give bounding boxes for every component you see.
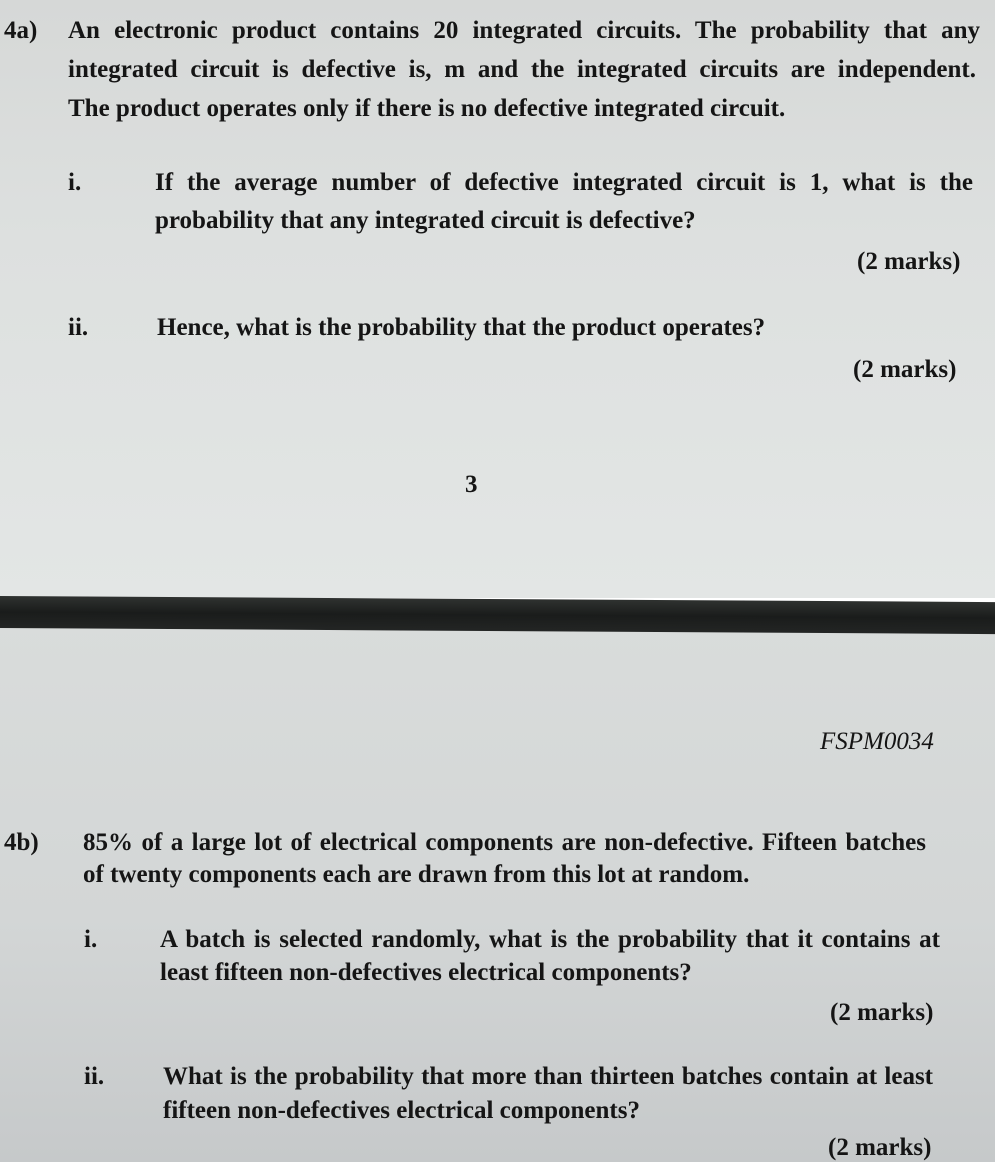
- question-4b-part-i-label: i.: [84, 926, 98, 953]
- question-4b-stem-line-1: 85% of a large lot of electrical components are non-defective. Fifteen batches: [83, 829, 926, 856]
- question-4a-part-ii-label: ii.: [68, 314, 89, 341]
- question-4b-part-i-marks: (2 marks): [830, 999, 934, 1026]
- question-4a-stem-line-3: The product operates only if there is no defective integrated circuit.: [68, 95, 786, 122]
- page-break-divider: [0, 596, 995, 634]
- question-4a-stem-line-2: integrated circuit is defective is, m and the integrated circuits are independent.: [68, 56, 976, 83]
- question-4b-part-ii-line-2: fifteen non-defectives electrical components?: [163, 1097, 640, 1124]
- question-4a-part-i-label: i.: [68, 169, 82, 196]
- page-number: 3: [465, 471, 478, 498]
- question-4a-stem-line-1: An electronic product contains 20 integrated circuits. The probability that any: [68, 17, 980, 44]
- question-4a-part-ii-line-1: Hence, what is the probability that the product operates?: [157, 314, 766, 341]
- question-4b-part-i-line-2: least fifteen non-defectives electrical components?: [160, 959, 692, 986]
- question-4b-stem-line-2: of twenty components each are drawn from this lot at random.: [83, 861, 750, 888]
- question-4b-number: 4b): [4, 829, 39, 856]
- question-4a-part-ii-marks: (2 marks): [853, 356, 957, 383]
- question-4b-part-i-line-1: A batch is selected randomly, what is the probability that it contains at: [160, 926, 940, 953]
- course-code: FSPM0034: [820, 728, 934, 755]
- question-4b-part-ii-line-1: What is the probability that more than thirteen batches contain at least: [163, 1063, 933, 1090]
- question-4a-part-i-marks: (2 marks): [857, 248, 961, 275]
- question-4a-number: 4a): [4, 17, 38, 44]
- question-4a-part-i-line-1: If the average number of defective integrated circuit is 1, what is the: [155, 169, 973, 196]
- question-4a-part-i-line-2: probability that any integrated circuit is defective?: [155, 207, 696, 234]
- question-4b-part-ii-marks: (2 marks): [828, 1134, 932, 1161]
- question-4b-part-ii-label: ii.: [84, 1063, 105, 1090]
